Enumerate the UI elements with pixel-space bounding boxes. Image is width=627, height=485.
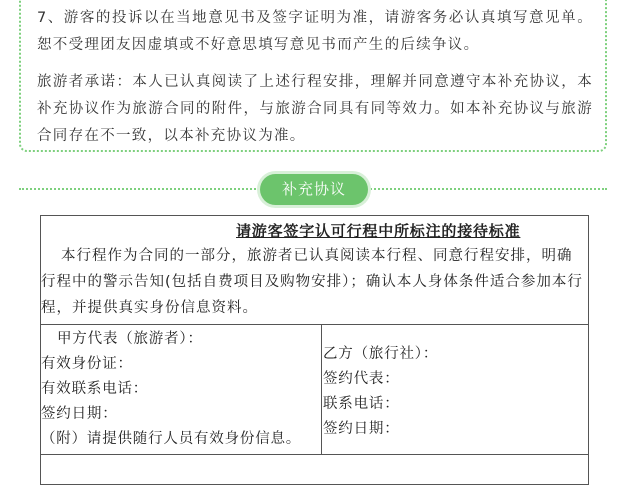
traveler-promise: 旅游者承诺：本人已认真阅读了上述行程安排，理解并同意遵守本补充协议，本补充协议作为旅游合同的附件，与旅游合同具有同等效力。如本补充协议与旅游合同存在不一致，以本补充协议为准。 — [37, 74, 593, 144]
party-b-title: 乙方（旅行社）： — [323, 346, 439, 362]
agreement-table — [40, 215, 589, 485]
notice-item-7: 7、游客的投诉以在当地意见书及签字证明为准，请游客务必认真填写意见单。恕不受理团友因虚填或不好意思填写意见书而产生的后续争议。 — [37, 10, 593, 53]
party-b-phone: 联系电话： — [323, 396, 400, 412]
column-divider — [321, 324, 322, 454]
row-divider-bottom — [41, 454, 588, 455]
party-a-phone: 有效联系电话： — [41, 381, 149, 397]
party-b-rep: 签约代表： — [323, 371, 400, 387]
agreement-title: 请游客签字认可行程中所标注的接待标准 — [236, 222, 521, 240]
party-a-date: 签约日期： — [41, 406, 118, 422]
row-divider — [41, 324, 588, 325]
party-b-date: 签约日期： — [323, 421, 400, 437]
party-a-id: 有效身份证： — [41, 356, 133, 372]
section-badge: 补充协议 — [260, 174, 368, 205]
agreement-body: 本行程作为合同的一部分，旅游者已认真阅读本行程、同意行程安排，明确行程中的警示告知(包括自费项目及购物安排）；确认本人身体条件适合参加本行程，并提供真实身份信息资料。 — [41, 248, 583, 316]
party-a-title: 甲方代表（旅游者）： — [57, 331, 203, 347]
party-a-note: （附）请提供随行人员有效身份信息。 — [41, 431, 302, 447]
